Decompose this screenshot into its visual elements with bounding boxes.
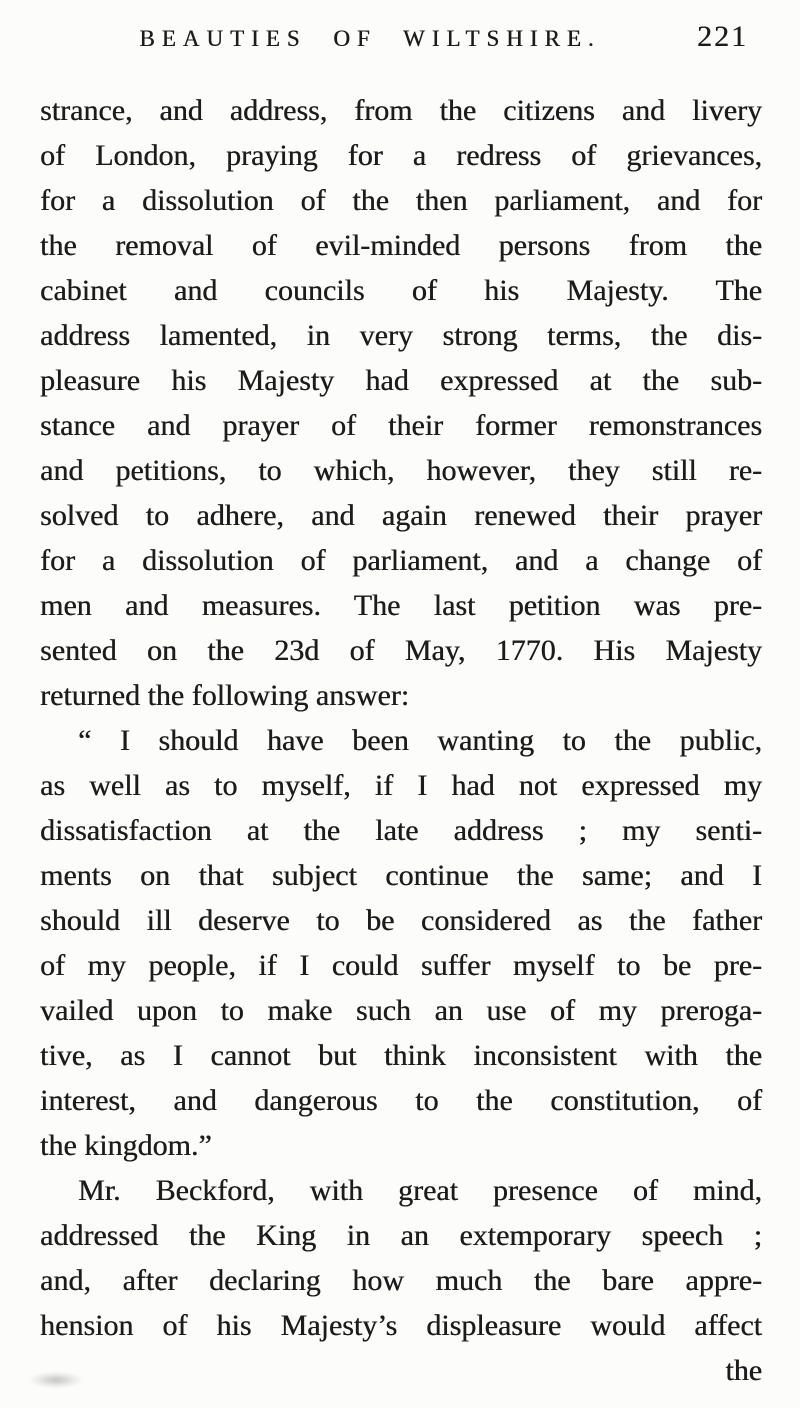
text-line: and, after declaring how much the bare appre-: [40, 1264, 762, 1297]
scan-smudge: [30, 1372, 82, 1388]
text-block: [0, 88, 800, 1348]
text-line: solved to adhere, and again renewed their prayer: [40, 499, 762, 532]
text-line: tive, as I cannot but think inconsistent with the: [40, 1039, 762, 1072]
running-title: BEAUTIES OF WILTSHIRE.: [139, 26, 601, 51]
text-line: the removal of evil-minded persons from the: [40, 229, 762, 262]
text-line: vailed upon to make such an use of my preroga-: [40, 994, 762, 1027]
text-line: dissatisfaction at the late address ; my senti-: [40, 814, 762, 847]
text-line: pleasure his Majesty had expressed at the sub-: [40, 364, 762, 397]
text-line: ments on that subject continue the same; and I: [40, 859, 762, 892]
text-line: men and measures. The last petition was pre-: [40, 589, 762, 622]
text-line: and petitions, to which, however, they still re-: [40, 454, 762, 487]
page-number: 221: [697, 20, 748, 53]
text-line: cabinet and councils of his Majesty. The: [40, 274, 762, 307]
text-line: sented on the 23d of May, 1770. His Majesty: [40, 634, 762, 667]
text-line: as well as to myself, if I had not expressed my: [40, 769, 762, 802]
page-header: [0, 0, 800, 60]
text-line: “ I should have been wanting to the public,: [78, 724, 762, 757]
text-line: Mr. Beckford, with great presence of mind,: [78, 1174, 762, 1207]
catchword-row: [0, 1348, 800, 1393]
text-line: of my people, if I could suffer myself to be pre-: [40, 949, 762, 982]
text-line: returned the following answer:: [40, 679, 410, 712]
text-line: stance and prayer of their former remonstrances: [40, 409, 762, 442]
catchword: the: [725, 1354, 762, 1387]
text-line: address lamented, in very strong terms, the dis-: [40, 319, 762, 352]
text-line: addressed the King in an extemporary speech ;: [40, 1219, 762, 1252]
text-line: for a dissolution of the then parliament, and for: [40, 184, 762, 217]
text-line: interest, and dangerous to the constitution, of: [40, 1084, 762, 1117]
text-line: should ill deserve to be considered as the father: [40, 904, 762, 937]
text-line: for a dissolution of parliament, and a change of: [40, 544, 762, 577]
text-line: hension of his Majesty’s displeasure would affect: [40, 1309, 762, 1342]
text-line: strance, and address, from the citizens and livery: [40, 94, 762, 127]
text-line: of London, praying for a redress of grievances,: [40, 139, 762, 172]
text-line: the kingdom.”: [40, 1129, 212, 1162]
